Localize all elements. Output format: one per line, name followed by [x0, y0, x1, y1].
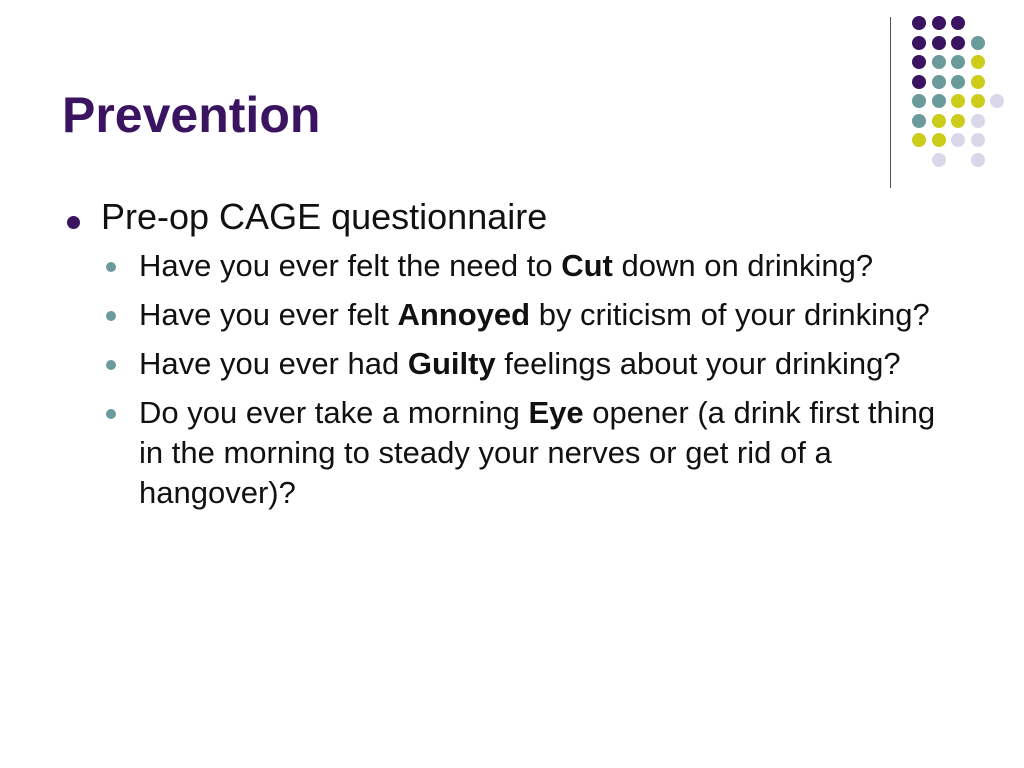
decorative-dot: [912, 114, 926, 128]
decorative-dot: [971, 133, 985, 147]
decorative-dot: [951, 36, 965, 50]
cage-question-guilty: [62, 344, 944, 384]
decorative-dot: [932, 36, 946, 50]
bullet-dot-icon: [106, 409, 116, 419]
decorative-dot: [912, 36, 926, 50]
question-keyword: Guilty: [407, 346, 496, 382]
decorative-dot: [971, 75, 985, 89]
bullet-item-main: [62, 195, 962, 238]
decorative-dot: [951, 94, 965, 108]
bullet-dot-icon: [106, 262, 116, 272]
decorative-dot: [951, 16, 965, 30]
question-text-after: opener (a drink first thing in the morning to steady your nerves or get rid of a hangover)?: [139, 395, 936, 511]
question-text-before: Have you ever felt: [139, 297, 398, 333]
cage-question-annoyed: [62, 295, 944, 335]
decorative-dot: [932, 114, 946, 128]
question-text-before: Have you ever felt the need to: [139, 248, 562, 284]
decorative-dot: [951, 55, 965, 69]
bullet-dot-icon: [106, 360, 116, 370]
decorative-dot: [951, 75, 965, 89]
decorative-dot: [951, 133, 965, 147]
decorative-dot: [912, 133, 926, 147]
decorative-dot: [932, 153, 946, 167]
bullet-dot-icon: [106, 311, 116, 321]
slide-body: [62, 195, 962, 522]
decorative-dot: [932, 133, 946, 147]
question-text-after: feelings about your drinking?: [495, 346, 901, 382]
decorative-dot: [971, 94, 985, 108]
main-item-text: Pre-op CAGE questionnaire: [101, 196, 548, 237]
cage-question-list: [62, 246, 962, 513]
decorative-dot: [971, 153, 985, 167]
decorative-dot: [912, 16, 926, 30]
question-text-after: by criticism of your drinking?: [530, 297, 930, 333]
decorative-dot: [932, 16, 946, 30]
cage-question-cut: [62, 246, 944, 286]
decorative-dot: [912, 55, 926, 69]
question-text-before: Have you ever had: [139, 346, 408, 382]
decorative-dot: [971, 36, 985, 50]
decorative-dot: [990, 94, 1004, 108]
bullet-dot-icon: [67, 216, 80, 229]
title-divider: [890, 17, 891, 188]
question-text-before: Do you ever take a morning: [139, 395, 529, 431]
decorative-dot: [912, 94, 926, 108]
decorative-dot: [912, 75, 926, 89]
question-keyword: Eye: [528, 395, 584, 431]
decorative-dot: [951, 114, 965, 128]
slide-title: Prevention: [62, 87, 321, 143]
question-text-after: down on drinking?: [612, 248, 874, 284]
decorative-dot: [932, 55, 946, 69]
decorative-dot: [971, 55, 985, 69]
question-keyword: Cut: [561, 248, 613, 284]
decorative-dot: [932, 94, 946, 108]
decorative-dot: [971, 114, 985, 128]
cage-question-eye-opener: [62, 393, 944, 513]
question-keyword: Annoyed: [397, 297, 531, 333]
decorative-dot: [932, 75, 946, 89]
